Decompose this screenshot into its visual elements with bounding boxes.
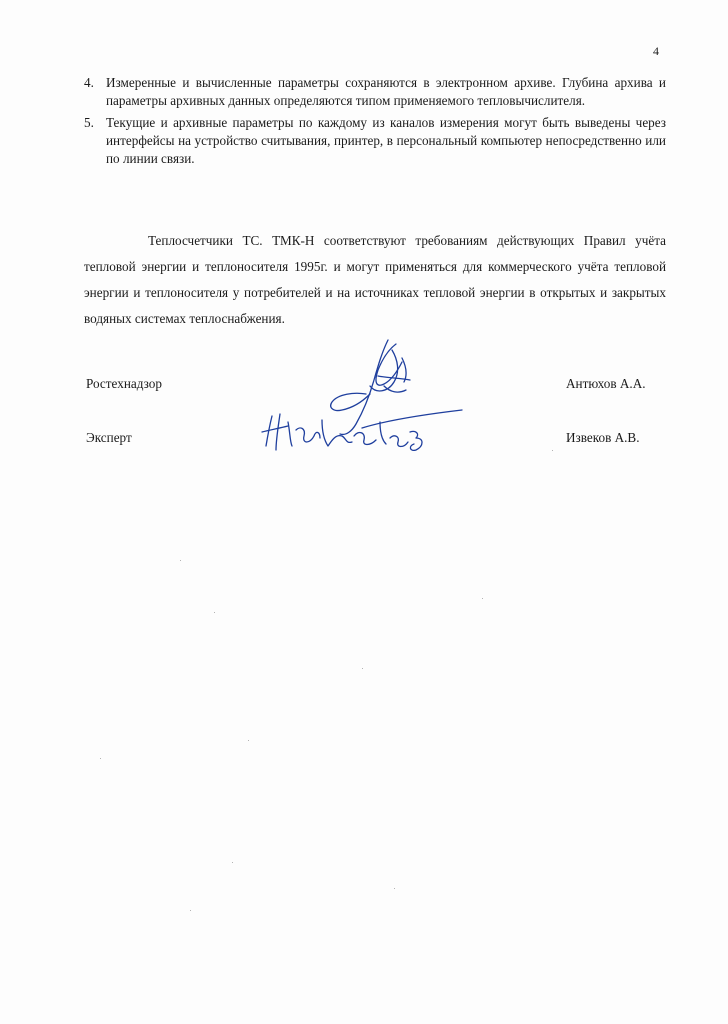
scan-speck	[214, 612, 215, 613]
scan-speck	[100, 758, 101, 759]
signatory-name-antyukhov: Антюхов А.А.	[566, 376, 646, 391]
conclusion-paragraph: Теплосчетчики ТС. ТМК-Н соответствуют требованиям действующих Правил учёта тепловой энергии и теплоносителя 1995г. и могут применяться для коммерческого учёта тепловой энергии и теплоносителя у потребителей и на источниках тепловой энергии в открытых и закрытых водяных системах теплоснабжения.	[84, 233, 666, 326]
scan-speck	[552, 450, 553, 451]
list-item	[84, 114, 666, 168]
list-item	[84, 74, 666, 110]
list-item-text: Текущие и архивные параметры по каждому из каналов измерения могут быть выведены через интерфейсы на устройство считывания, принтер, в персональный компьютер непосредственно или по линии связи.	[106, 115, 666, 166]
signatory-name-izvekov: Извеков А.В.	[566, 430, 640, 445]
signature-expert	[258, 406, 468, 468]
scan-speck	[180, 560, 181, 561]
scan-speck	[232, 862, 233, 863]
list-item-text: Измеренные и вычисленные параметры сохраняются в электронном архиве. Глубина архива и параметры архивных данных определяются типом применяемого тепловычислителя.	[106, 75, 666, 108]
list-item-number: 4.	[84, 75, 94, 90]
signature-rostekhnadzor	[318, 336, 428, 446]
parameter-list	[84, 74, 666, 172]
page-number: 4	[653, 44, 659, 58]
scan-speck	[362, 668, 363, 669]
scan-speck	[394, 888, 395, 889]
scan-speck	[190, 910, 191, 911]
scan-speck	[482, 598, 483, 599]
list-item-number: 5.	[84, 115, 94, 130]
scan-speck	[248, 740, 249, 741]
signatory-role-expert: Эксперт	[86, 430, 132, 445]
signatory-role-rostekhnadzor: Ростехнадзор	[86, 376, 162, 391]
